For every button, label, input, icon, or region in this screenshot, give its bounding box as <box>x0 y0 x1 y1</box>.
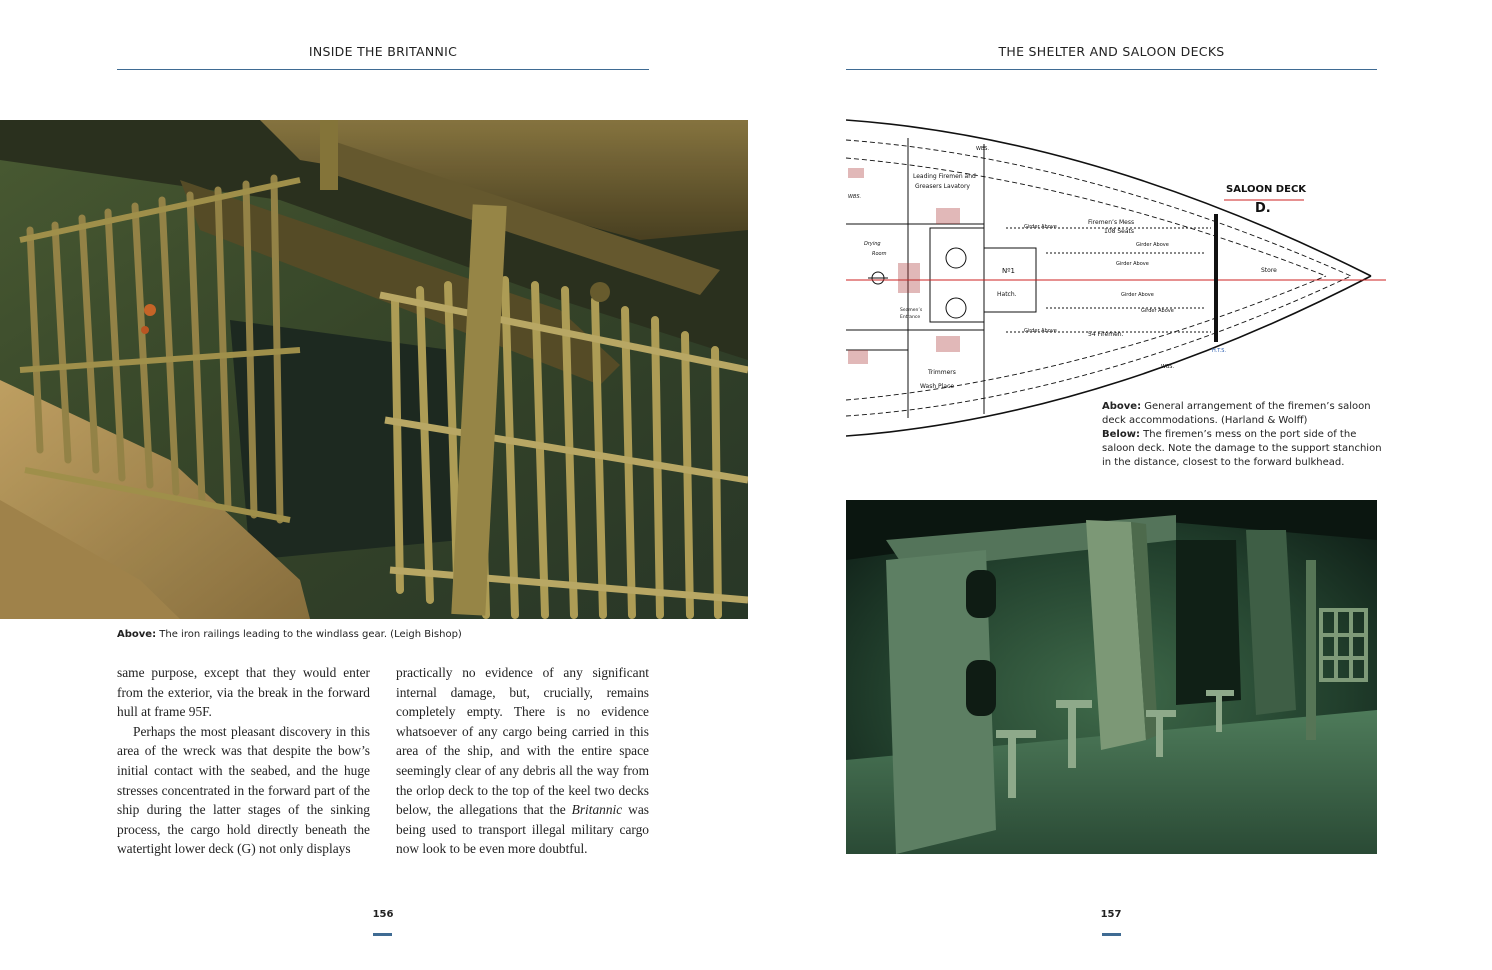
left-header-rule <box>117 69 649 70</box>
plan-label: WBS. <box>848 194 862 200</box>
plan-label: Greasers Lavatory <box>915 183 970 190</box>
paragraph <box>396 663 649 859</box>
plan-label: Girder Above <box>1024 224 1057 230</box>
railings-photo <box>0 120 748 619</box>
plan-label: Seamen’s <box>900 308 923 313</box>
plan-label: 54 Firemen. <box>1088 331 1124 338</box>
right-running-header: THE SHELTER AND SALOON DECKS <box>998 44 1225 59</box>
plan-label: Girder Above <box>1121 292 1154 298</box>
paragraph: Perhaps the most pleasant discovery in this area of the wreck was that despite the bow’s initial contact with the seabed, and the huge stresses concentrated in the forward part of the ship during the latter stages of the sinking process, the cargo hold directly beneath the watertight lower deck (G) not only displays <box>117 723 370 857</box>
plan-label: H.T.S. <box>1212 348 1227 354</box>
caption-label: Above: <box>117 629 157 640</box>
plan-label: Store <box>1261 267 1277 274</box>
plan-label: Wash Place <box>920 383 955 390</box>
left-page-number: 156 <box>372 909 394 920</box>
plan-title: SALOON DECK <box>1226 184 1307 195</box>
right-page-number: 157 <box>1100 909 1122 920</box>
right-page-number-bar <box>1102 933 1121 936</box>
paragraph: same purpose, except that they would enter from the exterior, via the break in the forward hull at frame 95F. <box>117 665 370 720</box>
plan-label: 108 Seats <box>1104 228 1135 235</box>
plan-label: WBS. <box>976 146 990 152</box>
plan-label: Girder Above <box>1116 261 1149 267</box>
plan-label: Girder Above <box>1024 328 1057 334</box>
plan-label: Room <box>872 251 887 257</box>
plan-deck-letter: D. <box>1255 201 1271 216</box>
body-column-2 <box>396 663 649 859</box>
plan-caption <box>1102 400 1382 470</box>
text-run: practically no evidence of any significant internal damage, but, crucially, remains completely empty. There is no evidence whatsoever of any cargo being carried in this area of the ship, and with the entire space seemingly clear of any debris all the way from the orlop deck to the top of the keel two decks below, the allegations that the <box>396 665 649 818</box>
left-running-header: INSIDE THE BRITANNIC <box>308 44 458 59</box>
left-photo-caption <box>117 628 677 642</box>
saloon-deck-plan <box>846 118 1386 448</box>
plan-label: Nº1 <box>1002 267 1015 275</box>
plan-label: Leading Firemen and <box>913 173 976 180</box>
plan-label: Girder Above <box>1141 308 1174 314</box>
body-column-1 <box>117 663 370 859</box>
caption-text: The firemen’s mess on the port side of the saloon deck. Note the damage to the support stanchion in the distance, closest to the forward bulkhead. <box>1102 429 1382 468</box>
caption-below <box>1102 428 1382 470</box>
plan-label: Drying <box>864 241 881 247</box>
caption-label: Below: <box>1102 429 1140 440</box>
firemens-mess-photo <box>846 500 1377 854</box>
ship-name: Britannic <box>571 802 623 818</box>
plan-label: Trimmers <box>928 369 956 376</box>
caption-text: The iron railings leading to the windlass gear. (Leigh Bishop) <box>156 629 462 640</box>
plan-label: Girder Above <box>1136 242 1169 248</box>
caption-text: General arrangement of the firemen’s saloon deck accommodations. (Harland & Wolff) <box>1102 401 1371 426</box>
plan-label: Entrance <box>900 315 921 320</box>
text-run: was being used to transport illegal military cargo now look to be even more doubtful. <box>396 802 649 857</box>
plan-label: Hatch. <box>997 291 1017 298</box>
left-page-number-bar <box>373 933 392 936</box>
plan-label: Firemen’s Mess <box>1088 219 1135 226</box>
caption-label: Above: <box>1102 401 1142 412</box>
caption-above <box>1102 400 1382 428</box>
plan-label: WBS. <box>1161 364 1175 370</box>
right-header-rule <box>846 69 1377 70</box>
